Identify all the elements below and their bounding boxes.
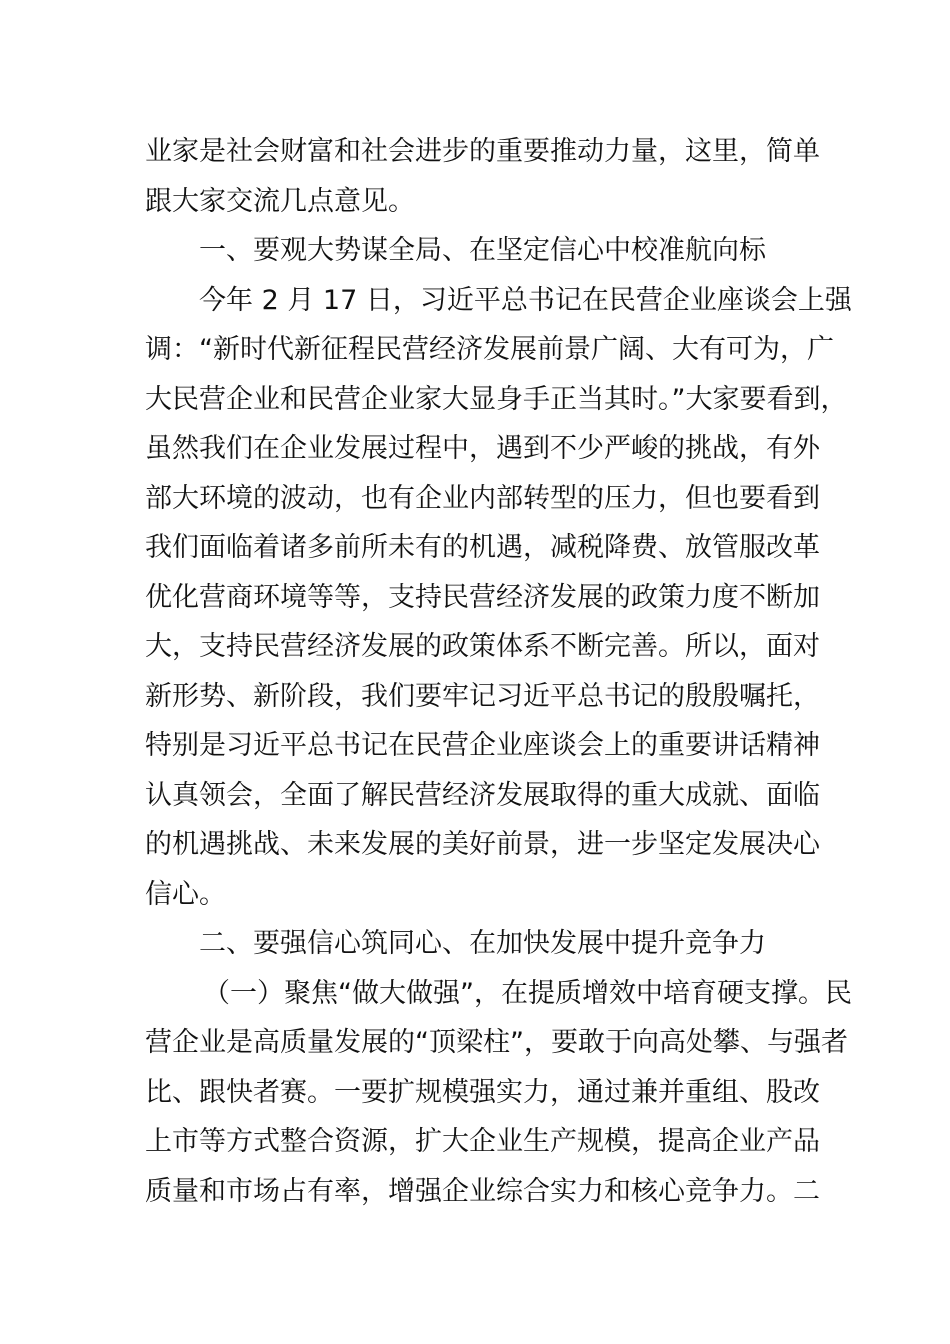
text-line: 上市等方式整合资源，扩大企业生产规模，提高企业产品: [145, 1126, 820, 1157]
text-line: 认真领会，全面了解民营经济发展取得的重大成就、面临: [145, 779, 820, 811]
paragraph-start: 今年 2 月 17 日，习近平总书记在民营企业座谈会上强: [199, 284, 852, 316]
text-line: 虽然我们在企业发展过程中，遇到不少严峻的挑战，有外: [145, 433, 820, 464]
text-line: 特别是习近平总书记在民营企业座谈会上的重要讲话精神: [145, 730, 820, 761]
text-line: 我们面临着诸多前所未有的机遇，减税降费、放管服改革: [145, 532, 820, 563]
text-line: 信心。: [145, 878, 226, 910]
text-line: 的机遇挑战、未来发展的美好前景，进一步坚定发展决心: [145, 829, 820, 860]
text-line: 业家是社会财富和社会进步的重要推动力量，这里，简单: [145, 136, 820, 167]
section-heading: 二、要强信心筑同心、在加快发展中提升竞争力: [199, 928, 766, 959]
text-line: 比、跟快者赛。一要扩规模强实力，通过兼并重组、股改: [145, 1076, 820, 1108]
text-line: 优化营商环境等等，支持民营经济发展的政策力度不断加: [145, 581, 820, 613]
text-line: 新形势、新阶段，我们要牢记习近平总书记的殷殷嘱托，: [145, 680, 820, 712]
text-line: 跟大家交流几点意见。: [145, 185, 415, 217]
text-line: 大民营企业和民营企业家大显身手正当其时。”大家要看到，: [145, 383, 848, 415]
text-line: 大，支持民营经济发展的政策体系不断完善。所以，面对: [145, 631, 820, 662]
text-line: 部大环境的波动，也有企业内部转型的压力，但也要看到: [145, 482, 820, 514]
text-line: 质量和市场占有率，增强企业综合实力和核心竞争力。二: [145, 1175, 820, 1207]
text-line: 调：“新时代新征程民营经济发展前景广阔、大有可为，广: [145, 334, 834, 365]
section-heading: 一、要观大势谋全局、在坚定信心中校准航向标: [199, 235, 766, 266]
document-body: [145, 127, 852, 1216]
subsection-heading: （一）聚焦“做大做强”，在提质增效中培育硬支撑。民: [203, 977, 852, 1009]
text-line: 营企业是高质量发展的“顶梁柱”，要敢于向高处攀、与强者: [145, 1027, 848, 1058]
